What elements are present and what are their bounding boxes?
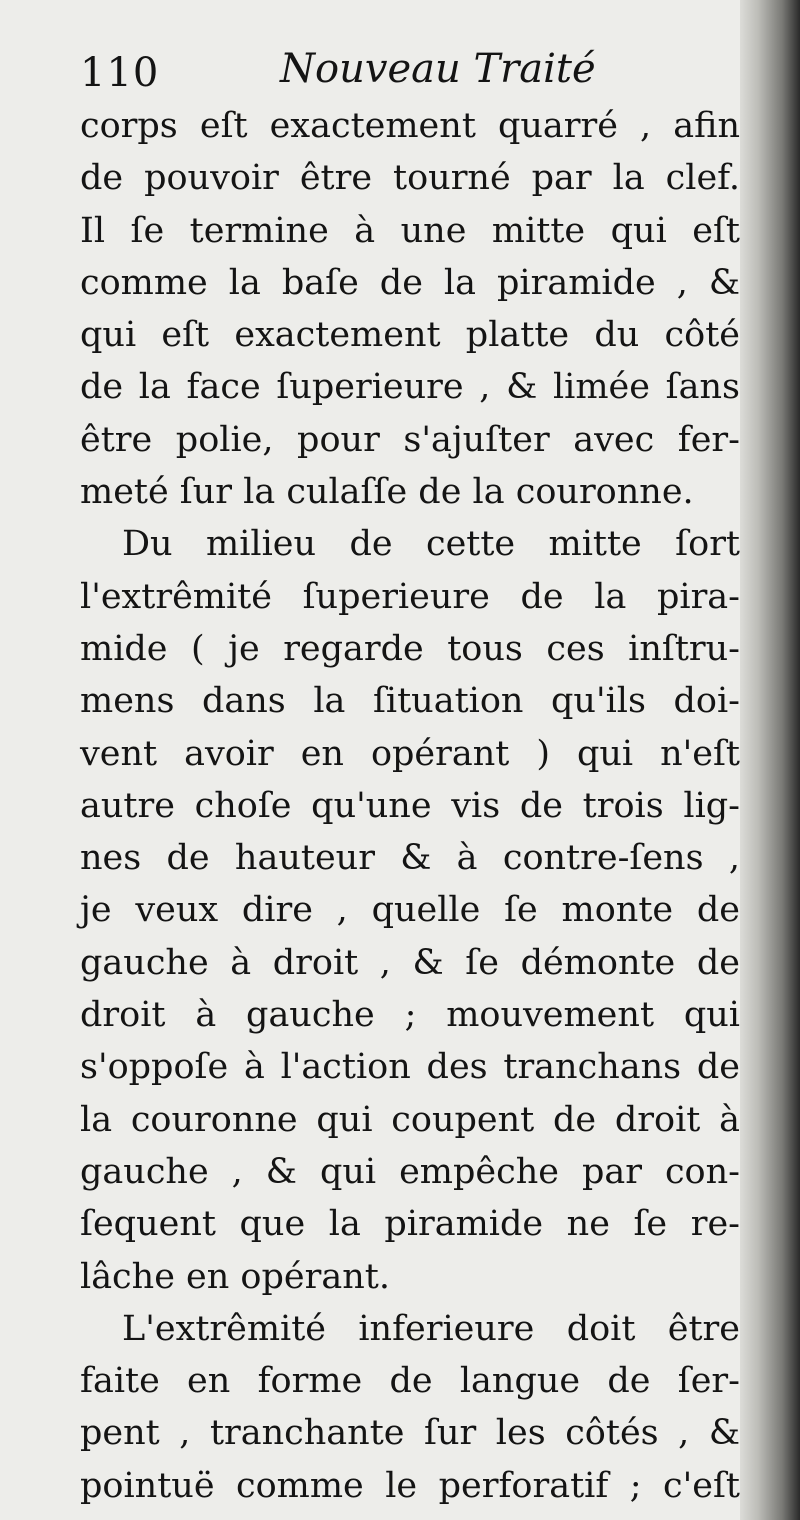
- text-line: gauche , & qui empêche par con-: [80, 1151, 740, 1192]
- text-line: l'extrêmité ſuperieure de la pira-: [80, 576, 740, 617]
- page-header: [80, 42, 740, 102]
- text-line: la couronne qui coupent de droit à: [80, 1099, 740, 1140]
- text-line: s'oppoſe à l'action des tranchans de: [80, 1047, 740, 1088]
- text-line: lâche en opérant.: [80, 1256, 390, 1297]
- text-line: de pouvoir être tourné par la clef.: [80, 158, 740, 199]
- text-line: vent avoir en opérant ) qui n'eſt: [80, 733, 740, 774]
- text-line: mens dans la ſituation qu'ils doi-: [80, 681, 740, 722]
- text-line: L'extrêmité inferieure doit être: [122, 1308, 740, 1349]
- text-line: de la face ſuperieure , & limée ſans: [80, 367, 740, 408]
- text-line: gauche à droit , & ſe démonte de: [80, 942, 740, 983]
- text-line: Du milieu de cette mitte ſort: [122, 524, 740, 565]
- text-line: mide ( je regarde tous ces inſtru-: [80, 628, 740, 669]
- text-line: autre choſe qu'une vis de trois lig-: [80, 785, 740, 826]
- text-line: droit à gauche ; mouvement qui: [80, 995, 740, 1036]
- text-line: nes de hauteur & à contre-ſens ,: [80, 838, 740, 879]
- text-line: faite en forme de langue de ſer-: [80, 1361, 740, 1402]
- text-line: qui eſt exactement platte du côté: [80, 315, 740, 356]
- text-line: corps eſt exactement quarré , afin: [80, 106, 740, 146]
- text-line: comme la baſe de la piramide , &: [80, 262, 740, 303]
- text-line: pointuë comme le perforatif ; c'eſt: [80, 1465, 740, 1506]
- text-line: Il ſe termine à une mitte qui eſt: [80, 210, 740, 251]
- text-line: pent , tranchante ſur les côtés , &: [80, 1413, 740, 1454]
- page-number: 110: [80, 50, 160, 96]
- text-line: meté ſur la culaſſe de la couronne.: [80, 472, 694, 513]
- text-line: être polie, pour s'ajuſter avec fer-: [80, 419, 740, 460]
- body-text: [80, 100, 740, 1512]
- page-edge-shadow: [740, 0, 800, 1520]
- running-title: Nouveau Traité: [280, 46, 596, 92]
- text-line: je veux dire , quelle ſe monte de: [80, 890, 740, 931]
- text-line: ſequent que la piramide ne ſe re-: [80, 1204, 740, 1245]
